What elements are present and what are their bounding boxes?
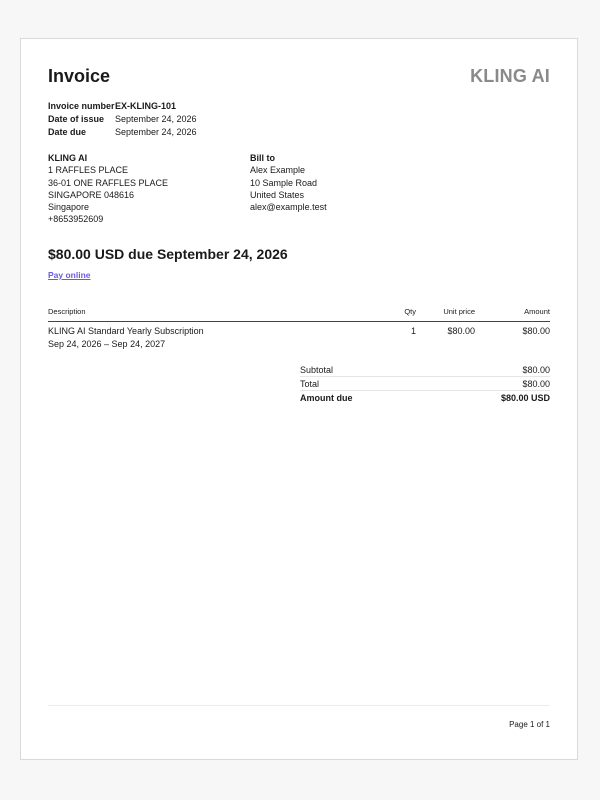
amount-due-row (300, 392, 550, 404)
item-unit-price: $80.00 (447, 326, 475, 336)
amount-due-headline: $80.00 USD due September 24, 2026 (48, 246, 288, 262)
total-row (300, 378, 550, 391)
totals-summary (300, 364, 550, 405)
bill-to-label: Bill to (250, 153, 275, 163)
item-qty: 1 (410, 326, 416, 336)
subtotal-row (300, 364, 550, 377)
footer-divider (48, 705, 550, 706)
date-due-label: Date due (48, 127, 87, 137)
invoice-content (48, 39, 550, 759)
seller-address-line: 36-01 ONE RAFFLES PLACE (48, 177, 169, 188)
subtotal-value: $80.00 (522, 365, 550, 375)
seller-address-line: 1 RAFFLES PLACE (48, 165, 129, 176)
column-header-unit-price: Unit price (443, 307, 475, 316)
table-header (48, 307, 550, 322)
bill-to-line: 10 Sample Road (250, 177, 318, 188)
total-value: $80.00 (522, 379, 550, 389)
date-of-issue-label: Date of issue (48, 114, 105, 124)
date-due-row (48, 126, 197, 139)
item-amount: $80.00 (522, 326, 550, 336)
seller-name: KLING AI (48, 153, 88, 163)
bill-to-line: United States (250, 189, 305, 200)
table-row (48, 322, 550, 353)
invoice-number-label: Invoice number (48, 101, 115, 111)
amount-due-value: $80.00 USD (500, 393, 550, 403)
subtotal-label: Subtotal (300, 365, 334, 375)
item-period: Sep 24, 2026 – Sep 24, 2027 (48, 338, 166, 349)
date-of-issue-value: September 24, 2026 (115, 114, 197, 124)
column-header-description: Description (48, 307, 86, 316)
seller-address-line: Singapore (48, 202, 90, 213)
pay-online-link[interactable]: Pay online (48, 270, 91, 280)
item-description: KLING AI Standard Yearly Subscription (48, 326, 204, 336)
bill-to-address (250, 152, 327, 213)
item-description-block (48, 325, 204, 350)
seller-phone: +8653952609 (48, 214, 104, 225)
seller-address (48, 152, 168, 226)
brand-logo-text: KLING AI (470, 66, 550, 86)
bill-to-email: alex@example.test (250, 202, 327, 213)
date-due-value: September 24, 2026 (115, 127, 197, 137)
page-title: Invoice (48, 66, 111, 86)
amount-due-label: Amount due (300, 393, 353, 403)
seller-address-line: SINGAPORE 048616 (48, 189, 135, 200)
total-label: Total (300, 379, 320, 389)
invoice-meta (48, 100, 197, 139)
column-header-qty: Qty (404, 307, 416, 316)
date-of-issue-row (48, 113, 197, 126)
line-items-table (48, 307, 550, 353)
invoice-number-row (48, 100, 197, 113)
invoice-page (20, 38, 578, 760)
column-header-amount: Amount (524, 307, 550, 316)
bill-to-line: Alex Example (250, 165, 306, 176)
invoice-number-value: EX-KLING-101 (115, 101, 177, 111)
page-number: Page 1 of 1 (509, 720, 550, 729)
